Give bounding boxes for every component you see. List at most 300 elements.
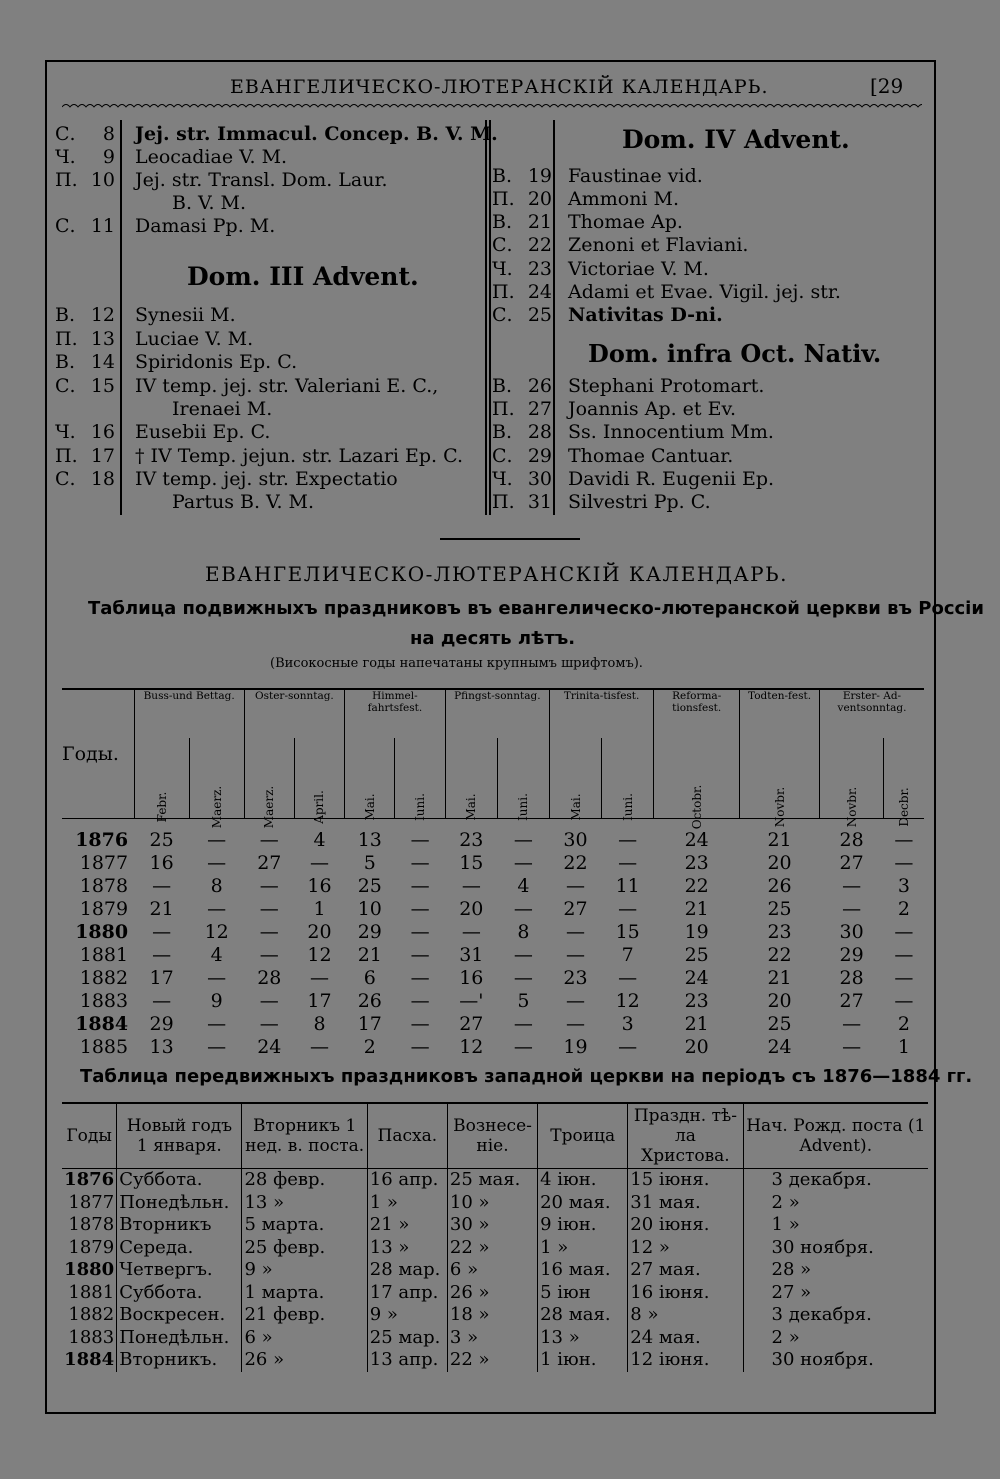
month-label: Iuni. (620, 793, 635, 821)
date-cell: 21 (767, 966, 792, 989)
date-cell: 30 (563, 828, 588, 851)
date-cell: 24 (257, 1035, 282, 1058)
date-cell: — (259, 943, 279, 966)
date-cell: 30 (839, 920, 864, 943)
date-cell: 21 февр. (242, 1304, 367, 1327)
date-cell: 4 (517, 874, 530, 897)
year-cell: 1877 (68, 1191, 115, 1213)
date-cell: 25 (767, 897, 792, 920)
saint-entry: Ss. Innocentium Mm. (568, 421, 774, 443)
year-cell: 1878 (68, 1214, 115, 1235)
weekday-abbr: П. (492, 281, 515, 303)
year-cell: 1884 (64, 1349, 115, 1370)
day-number: 26 (527, 375, 552, 397)
date-cell: 27 » (743, 1282, 928, 1305)
date-cell: 22 (767, 943, 792, 966)
weekday-abbr: Ч. (492, 258, 513, 280)
weekday-abbr: В. (55, 304, 76, 326)
weekday-abbr: С. (55, 215, 76, 237)
left-calendar (55, 0, 498, 520)
saint-entry: Adami et Evae. Vigil. jej. str. (568, 281, 841, 303)
date-cell: 30 ноября. (743, 1237, 928, 1260)
date-cell: 1 » (743, 1214, 928, 1237)
date-cell: 28 (257, 966, 282, 989)
date-cell: 21 (767, 828, 792, 851)
date-cell: 20 (684, 1035, 709, 1058)
date-cell: — (207, 897, 227, 920)
date-cell: Понедѣльн. (117, 1192, 242, 1215)
saint-entry: IV temp. jej. str. Valeriani E. C., (135, 375, 439, 397)
date-cell: — (513, 828, 533, 851)
date-cell: — (618, 897, 638, 920)
table-row (62, 1349, 928, 1372)
saint-entry: Spiridonis Ep. C. (135, 351, 298, 373)
date-cell: 8 » (628, 1304, 743, 1327)
date-cell: 27 мая. (628, 1259, 743, 1282)
table-row (62, 1304, 928, 1327)
date-cell: 19 (684, 920, 709, 943)
saint-entry: Silvestri Pp. C. (568, 491, 711, 513)
date-cell: 30 » (447, 1214, 537, 1237)
date-cell: —' (459, 989, 484, 1012)
sunday-dom-iii-advent: Dom. III Advent. (187, 262, 419, 291)
date-cell: 1 » (538, 1237, 628, 1260)
day-number: 29 (527, 445, 552, 467)
saint-entry: Damasi Pp. M. (135, 215, 276, 237)
date-cell: 24 (684, 828, 709, 851)
date-cell: 20 (767, 851, 792, 874)
date-cell: — (259, 874, 279, 897)
date-cell: 17 (357, 1012, 382, 1035)
table-row (62, 1036, 924, 1059)
date-cell: 26 (357, 989, 382, 1012)
date-cell: — (410, 966, 430, 989)
date-cell: Понедѣльн. (117, 1327, 242, 1350)
date-cell: — (618, 966, 638, 989)
day-number: 15 (90, 375, 115, 397)
date-cell: Середа. (117, 1237, 242, 1260)
date-cell: — (566, 989, 586, 1012)
table-row (62, 1192, 928, 1215)
day-number: 30 (527, 468, 552, 490)
date-cell: — (259, 1012, 279, 1035)
date-cell: 9 (210, 989, 223, 1012)
movable-table-note: (Високосные годы напечатаны крупнымъ шрифтомъ). (270, 656, 643, 671)
date-cell: — (618, 1035, 638, 1058)
table-row (62, 852, 924, 875)
date-cell: 15 (615, 920, 640, 943)
date-cell: 21 (684, 1012, 709, 1035)
table-row (62, 990, 924, 1013)
saint-entry: Partus B. V. M. (172, 491, 315, 513)
year-cell: 1882 (79, 966, 129, 989)
date-cell: 23 (684, 989, 709, 1012)
date-cell: Суббота. (117, 1282, 242, 1305)
weekday-abbr: В. (55, 351, 76, 373)
date-cell: 12 » (628, 1237, 743, 1260)
date-cell: — (842, 1035, 862, 1058)
saint-entry: IV temp. jej. str. Expectatio (135, 468, 398, 490)
year-cell: 1882 (68, 1304, 115, 1325)
date-cell: 4 (210, 943, 223, 966)
date-cell: — (309, 851, 329, 874)
weekday-abbr: С. (55, 468, 76, 490)
date-cell: — (410, 897, 430, 920)
date-cell: 9 іюн. (538, 1214, 628, 1237)
month-label: Iuni. (516, 793, 531, 821)
date-cell: 25 (149, 828, 174, 851)
date-cell: 17 апр. (367, 1282, 447, 1305)
date-cell: — (207, 828, 227, 851)
date-cell: 13 » (242, 1192, 367, 1215)
date-cell: — (259, 920, 279, 943)
date-cell: 5 марта. (242, 1214, 367, 1237)
date-cell: 22 » (447, 1237, 537, 1260)
day-number: 20 (527, 188, 552, 210)
saint-entry: Luciae V. M. (135, 328, 254, 350)
date-cell: — (410, 920, 430, 943)
day-number: 18 (90, 468, 115, 490)
month-label: Iuni. (413, 793, 428, 821)
saint-entry: Faustinae vid. (568, 165, 703, 187)
day-number: 10 (90, 169, 115, 191)
date-cell: 28 (839, 966, 864, 989)
date-cell: — (259, 828, 279, 851)
date-cell: 3 декабря. (743, 1169, 928, 1192)
date-cell: 1 марта. (242, 1282, 367, 1305)
date-cell: — (618, 851, 638, 874)
date-cell: — (207, 966, 227, 989)
date-cell: — (513, 966, 533, 989)
date-cell: 8 (313, 1012, 326, 1035)
date-cell: — (842, 1012, 862, 1035)
year-cell: 1879 (68, 1236, 115, 1258)
date-cell: 6 » (447, 1259, 537, 1282)
month-header (602, 738, 654, 819)
date-cell: 20 мая. (538, 1192, 628, 1215)
date-cell: — (410, 943, 430, 966)
date-cell: — (618, 828, 638, 851)
date-cell: — (410, 1012, 430, 1035)
western-table-title: Таблица передвижныхъ праздниковъ западной церкви на періодъ съ 1876—1884 гг. (80, 1066, 973, 1087)
date-cell: — (152, 874, 172, 897)
date-cell: — (259, 897, 279, 920)
date-cell: — (207, 1035, 227, 1058)
feast-group-header: Oster-sonntag. (244, 690, 344, 738)
date-cell: 2 (897, 1012, 910, 1035)
date-cell: 24 мая. (628, 1327, 743, 1350)
month-header (549, 738, 601, 819)
weekday-abbr: В. (492, 421, 513, 443)
saint-entry: Joannis Ap. et Ev. (568, 398, 736, 420)
date-cell: Воскресен. (117, 1304, 242, 1327)
day-number: 9 (102, 146, 115, 168)
year-cell: 1884 (75, 1012, 129, 1035)
date-cell: 20 (459, 897, 484, 920)
date-cell: 16 (459, 966, 484, 989)
date-cell: 3 » (447, 1327, 537, 1350)
day-number: 16 (90, 421, 115, 443)
date-cell: — (513, 943, 533, 966)
date-cell: — (410, 851, 430, 874)
date-cell: 6 (363, 966, 376, 989)
date-cell: 17 (307, 989, 332, 1012)
column-header: Вознесе-ніе. (447, 1104, 537, 1169)
date-cell: — (513, 897, 533, 920)
date-cell: 11 (615, 874, 640, 897)
date-cell: — (566, 1012, 586, 1035)
date-cell: — (461, 920, 481, 943)
date-cell: — (894, 943, 914, 966)
date-cell: 25 (767, 1012, 792, 1035)
date-cell: 27 (459, 1012, 484, 1035)
month-header (134, 738, 189, 823)
date-cell: 26 » (242, 1349, 367, 1372)
section-rule (440, 538, 580, 540)
weekday-abbr: С. (55, 375, 76, 397)
month-header (345, 738, 395, 819)
date-cell: 22 (684, 874, 709, 897)
weekday-abbr: В. (492, 211, 513, 233)
date-cell: — (309, 966, 329, 989)
date-cell: 12 (615, 989, 640, 1012)
feast-group-header: Trinita-tisfest. (549, 690, 653, 738)
date-cell: 13 » (367, 1237, 447, 1260)
date-cell: 27 (563, 897, 588, 920)
month-header (497, 738, 549, 819)
month-label: Mai. (464, 793, 479, 821)
date-cell: 30 ноября. (743, 1349, 928, 1372)
date-cell: 16 (149, 851, 174, 874)
date-cell: Суббота. (117, 1169, 242, 1192)
movable-table-subtitle-1: Таблица подвижныхъ праздниковъ въ евангелическо-лютеранской церкви въ Россіи (88, 598, 984, 619)
right-calendar (492, 0, 922, 520)
saint-entry: Synesii M. (135, 304, 236, 326)
day-number: 24 (527, 281, 552, 303)
date-cell: 20 іюня. (628, 1214, 743, 1237)
date-cell: 28 » (743, 1259, 928, 1282)
weekday-abbr: Ч. (492, 468, 513, 490)
date-cell: 26 (767, 874, 792, 897)
date-cell: 2 (363, 1035, 376, 1058)
date-cell: 3 декабря. (743, 1304, 928, 1327)
date-cell: 29 (839, 943, 864, 966)
day-number: 21 (527, 211, 552, 233)
year-cell: 1876 (75, 828, 129, 851)
date-cell: 21 (149, 897, 174, 920)
date-cell: — (566, 920, 586, 943)
table-row (62, 967, 924, 990)
date-cell: — (152, 943, 172, 966)
saint-entry: Thomae Ap. (568, 211, 683, 233)
weekday-abbr: П. (55, 445, 78, 467)
date-cell: 8 (210, 874, 223, 897)
table-row (62, 1013, 924, 1036)
date-cell: — (207, 1012, 227, 1035)
year-cell: 1881 (79, 943, 129, 966)
column-header: Годы (62, 1104, 117, 1169)
day-number: 31 (527, 491, 552, 513)
saint-entry: B. V. M. (172, 192, 247, 214)
date-cell: 3 (897, 874, 910, 897)
saint-entry: Leocadiae V. M. (135, 146, 288, 168)
day-number: 17 (90, 445, 115, 467)
date-cell: 21 (357, 943, 382, 966)
month-label: Decbr. (897, 787, 912, 827)
date-cell: — (566, 943, 586, 966)
table-row (62, 944, 924, 967)
saint-entry: Nativitas D-ni. (568, 304, 723, 326)
feast-group-header: Buss-und Bettag. (134, 690, 244, 738)
month-label: Febr. (154, 791, 169, 823)
day-number: 23 (527, 258, 552, 280)
date-cell: 22 (563, 851, 588, 874)
date-cell: 16 апр. (367, 1169, 447, 1192)
date-cell: 13 (357, 828, 382, 851)
date-cell: 29 (149, 1012, 174, 1035)
day-number: 28 (527, 421, 552, 443)
western-feasts-table (62, 1104, 928, 1372)
day-number: 13 (90, 328, 115, 350)
weekday-abbr: Ч. (55, 421, 76, 443)
date-cell: 12 (459, 1035, 484, 1058)
column-header: Новый годъ 1 января. (117, 1104, 242, 1169)
feast-group-header: Himmel-fahrtsfest. (345, 690, 446, 738)
date-cell: 4 (313, 828, 326, 851)
date-cell: — (309, 1035, 329, 1058)
month-header (445, 738, 497, 819)
table-row (62, 829, 924, 852)
date-cell: 7 (621, 943, 634, 966)
movable-table-subtitle-2: на десять лѣтъ. (410, 628, 576, 649)
feast-group-header: Reforma-tionsfest. (654, 690, 740, 738)
date-cell: — (566, 874, 586, 897)
date-cell: 23 (767, 920, 792, 943)
date-cell: 2 » (743, 1192, 928, 1215)
date-cell: 27 (839, 989, 864, 1012)
date-cell: — (513, 851, 533, 874)
date-cell: 20 (767, 989, 792, 1012)
page-number: [29 (870, 74, 904, 98)
date-cell: 28 (839, 828, 864, 851)
saint-entry: Zenoni et Flaviani. (568, 234, 749, 256)
feast-group-header: Todten-fest. (740, 690, 820, 738)
date-cell: 1 » (367, 1192, 447, 1215)
day-number: 22 (527, 234, 552, 256)
date-cell: 26 » (447, 1282, 537, 1305)
sunday-dom-iv-advent: Dom. IV Advent. (622, 125, 850, 154)
saint-entry: Victoriae V. M. (568, 258, 709, 280)
date-cell: 10 (357, 897, 382, 920)
table-row (62, 898, 924, 921)
month-label: Octobr. (689, 784, 704, 830)
date-cell: 22 » (447, 1349, 537, 1372)
weekday-abbr: П. (492, 188, 515, 210)
center-divider (485, 120, 487, 515)
column-header: Праздн. тѣ-ла Христова. (628, 1104, 743, 1169)
date-cell: 31 мая. (628, 1192, 743, 1215)
date-cell: 25 февр. (242, 1237, 367, 1260)
saint-entry: Irenaei M. (172, 398, 273, 420)
date-cell: 31 (459, 943, 484, 966)
column-header: Пасха. (367, 1104, 447, 1169)
date-cell: 28 мар. (367, 1259, 447, 1282)
date-cell: 17 (149, 966, 174, 989)
column-header: Троица (538, 1104, 628, 1169)
date-cell: 4 іюн. (538, 1169, 628, 1192)
date-cell: 23 (459, 828, 484, 851)
date-cell: 25 мар. (367, 1327, 447, 1350)
date-cell: 15 іюня. (628, 1169, 743, 1192)
date-cell: — (894, 920, 914, 943)
year-cell: 1880 (64, 1259, 115, 1280)
date-cell: — (894, 828, 914, 851)
feast-group-header: Erster- Ad-ventsonntag. (819, 690, 924, 738)
weekday-abbr: П. (492, 491, 515, 513)
table-row (62, 921, 924, 944)
month-label: Novbr. (844, 786, 859, 828)
date-cell: 9 » (367, 1304, 447, 1327)
saint-entry: Jej. str. Immacul. Concep. B. V. M. (135, 123, 498, 145)
month-header (189, 738, 244, 829)
sunday-dom-infra-oct: Dom. infra Oct. Nativ. (588, 339, 882, 368)
date-cell: 12 іюня. (628, 1349, 743, 1372)
month-label: Mai. (568, 793, 583, 821)
weekday-abbr: С. (492, 445, 513, 467)
month-label: Mai. (362, 793, 377, 821)
date-cell: — (410, 828, 430, 851)
date-cell: — (513, 1012, 533, 1035)
date-cell: Четвергъ. (117, 1259, 242, 1282)
weekday-abbr: П. (55, 328, 78, 350)
date-cell: 21 (684, 897, 709, 920)
date-cell: — (842, 874, 862, 897)
table-row (62, 1327, 928, 1350)
weekday-abbr: С. (492, 304, 513, 326)
date-cell: 10 » (447, 1192, 537, 1215)
movable-table-title: ЕВАНГЕЛИЧЕСКО-ЛЮТЕРАНСКІЙ КАЛЕНДАРЬ. (205, 562, 788, 586)
saint-entry: Ammoni M. (568, 188, 680, 210)
date-cell: — (207, 851, 227, 874)
date-cell: 18 » (447, 1304, 537, 1327)
table-row (62, 875, 924, 898)
month-header (244, 738, 294, 829)
date-cell: 19 (563, 1035, 588, 1058)
date-cell: 6 » (242, 1327, 367, 1350)
date-cell: 13 (149, 1035, 174, 1058)
date-cell: Вторникъ. (117, 1349, 242, 1372)
date-cell: — (894, 966, 914, 989)
date-cell: 16 мая. (538, 1259, 628, 1282)
saint-entry: Stephani Protomart. (568, 375, 765, 397)
date-cell: — (894, 851, 914, 874)
month-header (884, 738, 924, 827)
date-cell: 16 (307, 874, 332, 897)
date-cell: — (259, 989, 279, 1012)
date-cell: — (410, 874, 430, 897)
year-cell: 1885 (79, 1035, 129, 1058)
year-cell: 1883 (79, 989, 129, 1012)
month-label: Maerz. (262, 785, 277, 829)
month-header (395, 738, 445, 819)
date-cell: 25 мая. (447, 1169, 537, 1192)
date-cell: 13 апр. (367, 1349, 447, 1372)
date-cell: 13 » (538, 1327, 628, 1350)
weekday-abbr: В. (492, 375, 513, 397)
month-label: Maerz. (209, 785, 224, 829)
weekday-abbr: П. (492, 398, 515, 420)
day-number: 19 (527, 165, 552, 187)
